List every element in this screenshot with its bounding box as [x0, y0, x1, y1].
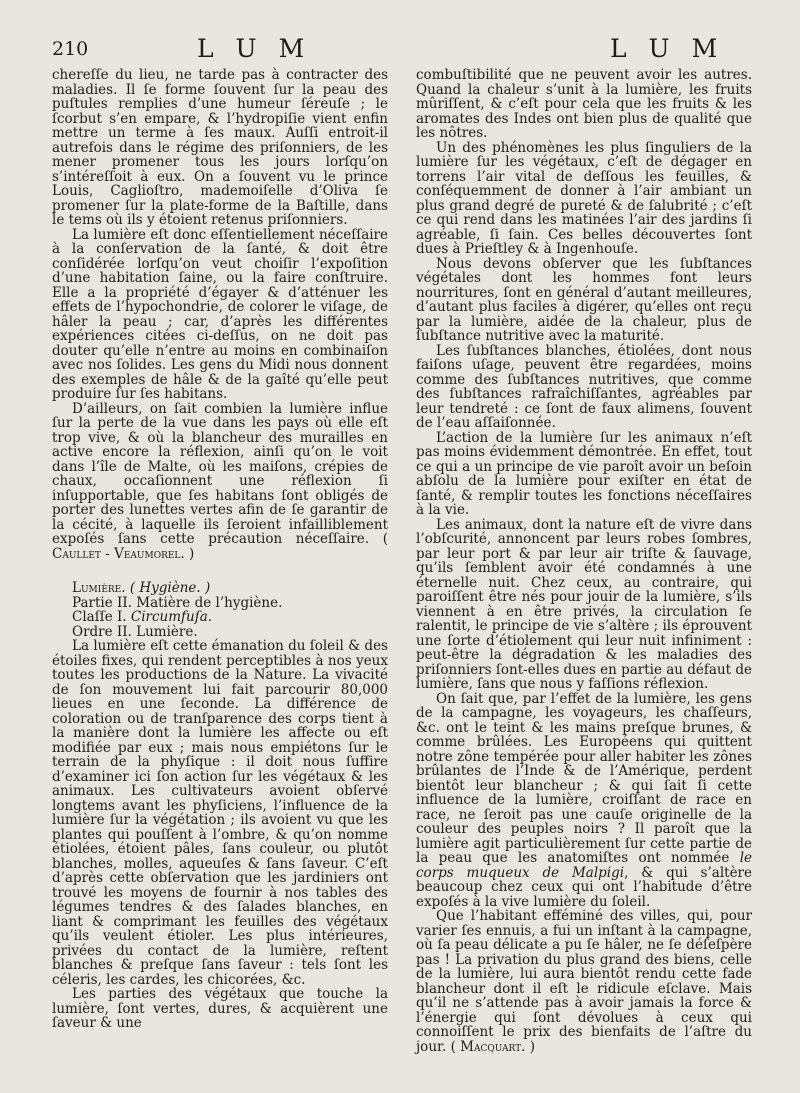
- paragraph: Les animaux, dont la nature eſt de vivre dans l’obſcurité, annoncent par leurs robes ſombres, par leur port & par leur air triſte & ſauvage, qu’ils ſemblent avoir été condamnés à une éternelle nuit. Chez ceux, au contraire, qui paroiſſent être nés pour jouir de la lumière, s’ils viennent à en être privés, la circulation ſe ralentit, le principe de vie s’altère ; ils éprouvent une ſorte d’étiolement qui leur nuit infiniment : peut-être la dégradation & les maladies des priſonniers ſont-elles dues en partie au défaut de lumière, ſans que nous y faſſions réflexion.: [416, 516, 752, 692]
- entry-title: Lumière.: [72, 580, 126, 596]
- entry-title-line: [52, 581, 388, 596]
- paragraph: [52, 402, 388, 562]
- paragraph: [416, 909, 752, 1054]
- paragraph: Nous devons obſerver que les ſubſtances végétales dont les hommes font leurs nourritures, ſont en général d’autant meilleures, d’autant plus faciles à digérer, qu’elles ont reçu par la lumière, aidée de la chaleur, plus de ſubſtance nutritive avec la maturité.: [416, 255, 752, 344]
- paragraph-text: Que l’habitant efféminé des villes, qui, pour varier ſes ennuis, a fui un inſtant à la campagne, où ſa peau délicate a pu ſe hâler, ne ſe déſeſpère pas ! La privation du plus grand des biens, celle de la lumière, lui aura bientôt rendu cette fade blancheur dont il eſt le ridicule eſclave. Mais qu’il ne s’attende pas à avoir jamais la force & l’énergie qui ſont dévolues à ceux qui connoiſſent le prix des bienfaits de l’aſtre du jour.: [416, 908, 752, 1055]
- right-column: [416, 68, 752, 1054]
- paragraph-text: D’ailleurs, on ſait combien la lumière influe ſur la perte de la vue dans les pays où elle eſt trop vive, & où la blancheur des murailles en active encore la réflexion, ainſi qu’on le voit dans l’île de Malte, où les maiſons, crépies de chaux, occaſionnent une réflexion ſi inſupportable, que ſes habitans ſont obligés de porter des lunettes vertes afin de ſe garantir de la cécité, à laquelle ils ſeroient infailliblement expoſés ſans cette précaution néceſſaire.: [52, 400, 388, 547]
- left-column: [52, 68, 388, 1031]
- entry-class-term: Circumfuſa.: [130, 609, 213, 625]
- page-header: [52, 30, 770, 64]
- author-signature: ( Macquart. ): [450, 1038, 536, 1055]
- entry-class-line: [52, 610, 388, 625]
- paragraph-text: , & qui s’altère beaucoup chez ceux qui ont l’habitude d’être expoſés à la vive lumière du ſoleil.: [416, 864, 752, 910]
- entry-order: Ordre II. Lumière.: [72, 623, 198, 640]
- author-signature: ( Caullet - Veaumorel. ): [52, 531, 388, 562]
- entry-subject: ( Hygiène. ): [129, 580, 211, 596]
- paragraph: combuſtibilité que ne peuvent avoir les autres. Quand la chaleur s’unit à la lumière, les fruits mûriſſent, & c’eſt pour cela que les fruits & les aromates des Indes ont bien plus de qualité que les nôtres.: [416, 67, 752, 141]
- entry-part: Partie II. Matière de l’hygiène.: [72, 594, 283, 611]
- paragraph: Les ſubſtances blanches, étiolées, dont nous faiſons uſage, peuvent être regardées, moins comme des ſubſtances nutritives, que comme des ſubſtances rafraîchiſſantes, agréables par leur tendreté : ce ſont de faux alimens, ſouvent de l’eau aſſaiſonnée.: [416, 342, 752, 431]
- paragraph: [416, 692, 752, 910]
- paragraph: La lumière eſt cette émanation du ſoleil & des étoiles fixes, qui rendent perceptibles à nos yeux toutes les productions de la Nature. La vivacité de ſon mouvement lui fait parcourir 80,000 lieues en une ſeconde. La différence de coloration ou de tranſparence des corps tient à la manière dont la lumière les affecte ou eſt modifiée par eux ; mais nous empiétons ſur le terrain de la phyſique : il doit nous ſuffire d’examiner ici ſon action ſur les végétaux & les animaux. Les cultivateurs avoient obſervé longtems avant les phyſiciens, l’influence de la lumière ſur la végétation ; ils avoient vu que les plantes qui pouſſent à l’ombre, & qu’on nomme étiolées, étoient pâles, ſans couleur, ou plutôt blanches, molles, aqueuſes & ſans ſaveur. C’eſt d’après cette obſervation que les jardiniers ont trouvé les moyens de fournir à nos tables des légumes tendres & des ſalades blanches, en liant & comprimant les feuilles des végétaux qu’ils veulent étioler. Les plus intérieures, privées du contact de la lumière, reſtent blanches & preſque ſans ſaveur : tels ſont les céleris, les cardes, les chicorées, &c.: [52, 638, 388, 988]
- paragraph: Les parties des végétaux que touche la lumière, ſont vertes, dures, & acquièrent une ſaveur & une: [52, 986, 388, 1031]
- running-head-left: L U M: [197, 34, 312, 63]
- page-number: 210: [52, 38, 89, 60]
- paragraph: La lumière eſt donc eſſentiellement néceſſaire à la conſervation de la ſanté, & doit être conſidérée lorſqu’on veut choiſir l’expoſition d’une habitation ſaine, ou la faire conſtruire. Elle a la propriété d’égayer & d’atténuer les effets de l’hypochondrie, de colorer le viſage, de hâler la peau ; car, d’après les différentes expériences citées ci-deſſus, on ne doit pas douter qu’elle n’entre au moins en combinaiſon avec nos ſolides. Les gens du Midi nous donnent des exemples de hâle & de la gaîté qu’elle peut produire ſur ſes habitans.: [52, 226, 388, 402]
- paragraph: Un des phénomènes les plus ſinguliers de la lumière ſur les végétaux, c’eſt de dégager en torrens l’air vital de deſſous les feuilles, & conſéquemment de donner à l’air ambiant un plus grand degré de pureté & de ſalubrité ; c’eſt ce qui rend dans les matinées l’air des jardins ſi agréable, ſi ſain. Ces belles découvertes ſont dues à Prieſtley & à Ingenhouſe.: [416, 139, 752, 257]
- anatomy-term: le corps muqueux de Malpigi: [416, 850, 752, 881]
- paragraph: chereſſe du lieu, ne tarde pas à contracter des maladies. Il ſe forme ſouvent ſur la peau des puſtules remplies d’une humeur ſéreuſe ; le ſcorbut s’en empare, & l’hydropiſie vient enfin mettre un terme à ſes maux. Auſſi entroit-il autrefois dans le régime des priſonniers, de les mener promener tous les jours lorſqu’on s’intéreſſoit à eux. On a ſouvent vu le prince Louis, Caglioſtro, mademoiſelle d’Oliva ſe promener ſur la plate-forme de la Baſtille, dans le tems où ils y étoient retenus priſonniers.: [52, 67, 388, 228]
- paragraph: L’action de la lumière ſur les animaux n’eſt pas moins évidemment démontrée. En effet, tout ce qui a un principe de vie paroît avoir un beſoin abſolu de la lumière pour exiſter en état de ſanté, & remplir toutes les fonctions néceſſaires à la vie.: [416, 429, 752, 518]
- paragraph-text: On ſait que, par l’effet de la lumière, les gens de la campagne, les voyageurs, les chaſſeurs, &c. ont le teint & les mains preſque brunes, & comme brûlées. Les Européens qui quittent notre zône tempérée pour aller habiter les zônes brûlantes de l’Inde & de l’Amérique, perdent bientôt leur blancheur ; & qui ſait ſi cette influence de la lumière, croiſſant de race en race, ne ſeroit pas une cauſe originelle de la couleur des peuples noirs ? Il paroît que la lumière agit particulièrement ſur cette partie de la peau que les anatomiſtes ont nommée: [416, 690, 752, 866]
- dictionary-entry-heading: [52, 581, 388, 639]
- running-head-right: L U M: [610, 34, 725, 63]
- entry-class: Claſſe I.: [72, 609, 127, 625]
